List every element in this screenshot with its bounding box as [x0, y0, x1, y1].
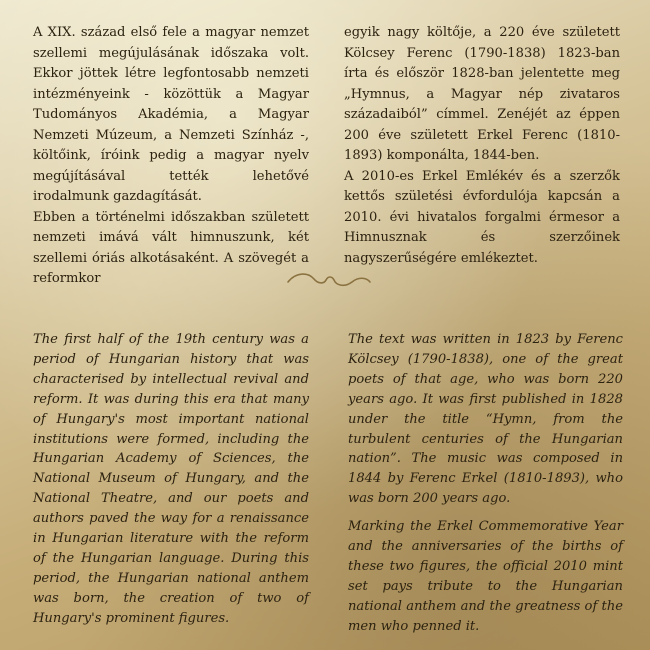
hungarian-paragraph: Ebben a történelmi időszakban született nemzeti imává vált himnuszunk, két szellemi óriás alkotásaként. A szövegét a reformkor [33, 209, 309, 286]
hungarian-text-left-column [33, 23, 309, 290]
english-paragraph: The text was written in 1823 by Ferenc Kölcsey (1790-1838), one of the great poets of that age, who was born 220 years ago. It was first published in 1828 under the title “Hymn, from the turbulent centuries of the Hungarian nation”. The music was composed in 1844 by Ferenc Erkel (1810-1893), who was born 200 years ago. [348, 332, 623, 507]
english-text-right-column [348, 330, 623, 637]
hungarian-paragraph: A XIX. század első fele a magyar nemzet szellemi megújulásának időszaka volt. Ekkor jöttek létre legfontosabb nemzeti intézményeink - közöttük a Magyar Tudományos Akadémia, a Magyar Nemzeti Múzeum, a Nemzeti Színház -, költőink, íróink pedig a magyar nyelv megújításával tették lehetővé irodalmunk gazdagítását. [33, 25, 309, 204]
decorative-divider [20, 270, 630, 294]
english-paragraph: The first half of the 19th century was a period of Hungarian history that was characterised by intellectual revival and reform. It was during this era that many of Hungary's most important national institutions were formed, including the Hungarian Academy of Sciences, the National Museum of Hungary, and the National Theatre, and our poets and authors paved the way for a renaissance in Hungarian literature with the reform of the Hungarian language. During this period, the Hungarian national anthem was born, the creation of two of Hungary's prominent figures. [33, 332, 309, 626]
english-text-left-column [33, 330, 309, 629]
english-paragraph: Marking the Erkel Commemorative Year and the anniversaries of the births of these two figures, the official 2010 mint set pays tribute to the Hungarian national anthem and the greatness of the men who penned it. [348, 519, 623, 634]
divider-flourish [288, 274, 370, 285]
hungarian-paragraph: A 2010-es Erkel Emlékév és a szerzők kettős születési évfordulója kapcsán a 2010. évi hivatalos forgalmi érmesor a Himnusznak és szerzőinek nagyszerűségére emlékeztet. [344, 168, 620, 266]
hungarian-paragraph: egyik nagy költője, a 220 éve született Kölcsey Ferenc (1790-1838) 1823-ban írta és először 1828-ban jelentette meg „Hymnus, a Magyar nép zivataros századaiból” címmel. Zenéjét az éppen 200 éve született Erkel Ferenc (1810-1893) komponálta, 1844-ben. [344, 25, 620, 163]
hungarian-text-right-column [344, 23, 620, 269]
